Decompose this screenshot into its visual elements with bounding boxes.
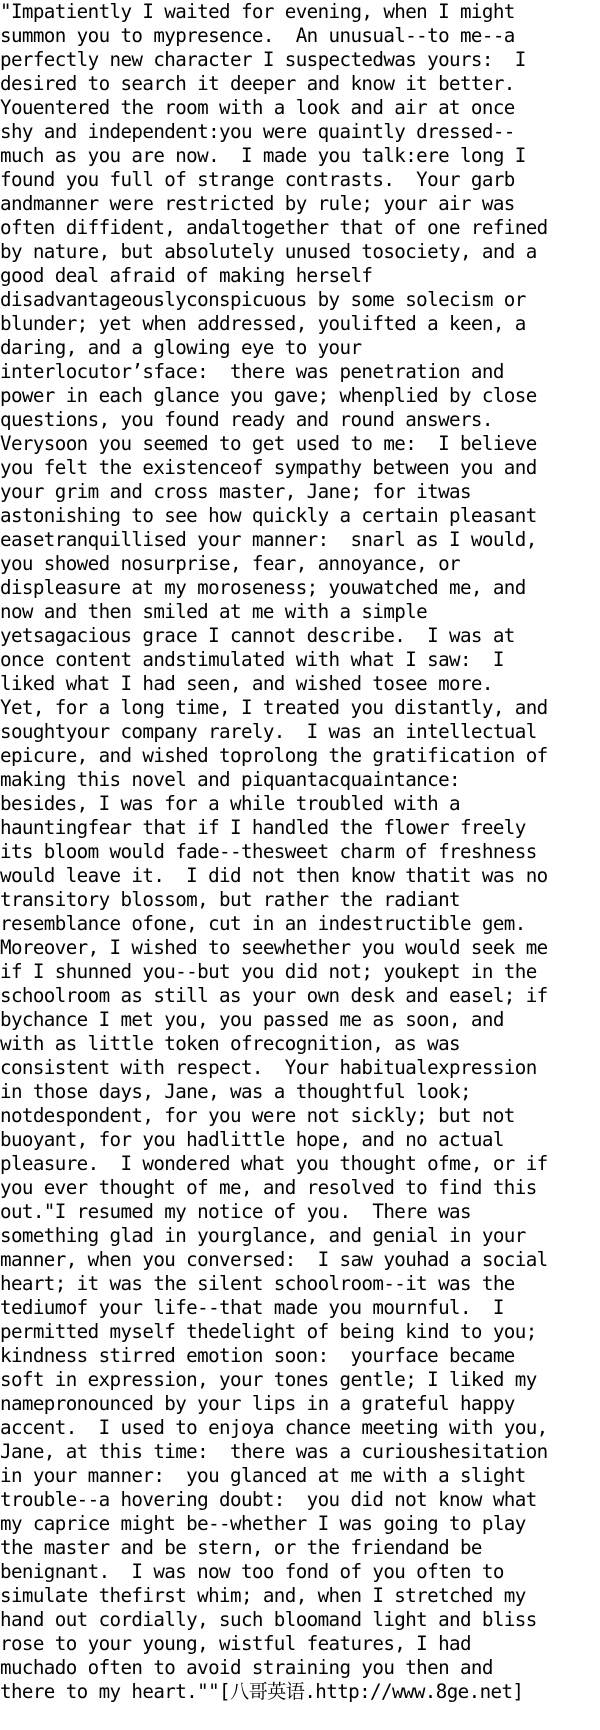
text-line: my caprice might be--whether I was going to play (0, 1512, 526, 1535)
text-line: summon you to mypresence. An unusual--to me--a (0, 24, 515, 47)
text-line: perfectly new character I suspectedwas yours: I (0, 48, 526, 71)
text-line: epicure, and wished toprolong the gratification of (0, 744, 548, 767)
text-line: simulate thefirst whim; and, when I stretched my (0, 1584, 526, 1607)
text-line: power in each glance you gave; whenplied by close (0, 384, 537, 407)
text-line: heart; it was the silent schoolroom--it was the (0, 1272, 515, 1295)
text-line: astonishing to see how quickly a certain pleasant (0, 504, 537, 527)
text-line: andmanner were restricted by rule; your air was (0, 192, 515, 215)
text-line: in those days, Jane, was a thoughtful look; (0, 1080, 471, 1103)
text-line: good deal afraid of making herself (0, 264, 373, 287)
text-line: soft in expression, your tones gentle; I liked my (0, 1368, 537, 1391)
text-line: by nature, but absolutely unused tosociety, and a (0, 240, 537, 263)
text-line: Verysoon you seemed to get used to me: I believe (0, 432, 537, 455)
text-line: namepronounced by your lips in a grateful happy (0, 1392, 515, 1415)
text-line: accent. I used to enjoya chance meeting with you, (0, 1416, 548, 1439)
text-line: Jane, at this time: there was a curioushesitation (0, 1440, 548, 1463)
text-line: if I shunned you--but you did not; youkept in the (0, 960, 537, 983)
text-line: desired to search it deeper and know it better. (0, 72, 515, 95)
text-line: daring, and a glowing eye to your (0, 336, 362, 359)
text-line: once content andstimulated with what I saw: I (0, 648, 504, 671)
text-line: liked what I had seen, and wished tosee more. (0, 672, 493, 695)
text-line: Yet, for a long time, I treated you distantly, and (0, 696, 548, 719)
text-line: now and then smiled at me with a simple (0, 600, 428, 623)
text-line: its bloom would fade--thesweet charm of freshness (0, 840, 537, 863)
text-line: there to my heart.""[八哥英语.http://www.8ge.net] (0, 1680, 524, 1703)
text-line: "Impatiently I waited for evening, when I might (0, 0, 515, 23)
text-line: out."I resumed my notice of you. There was (0, 1200, 471, 1223)
text-line: found you full of strange contrasts. Your garb (0, 168, 515, 191)
text-line: shy and independent:you were quaintly dressed-- (0, 120, 515, 143)
text-line: rose to your young, wistful features, I had (0, 1632, 471, 1655)
text-line: you felt the existenceof sympathy between you and (0, 456, 537, 479)
text-line: much as you are now. I made you talk:ere long I (0, 144, 526, 167)
text-line: in your manner: you glanced at me with a slight (0, 1464, 526, 1487)
text-line: consistent with respect. Your habitualexpression (0, 1056, 537, 1079)
text-line: hand out cordially, such bloomand light and bliss (0, 1608, 537, 1631)
text-line: often diffident, andaltogether that of one refined (0, 216, 548, 239)
text-line: you ever thought of me, and resolved to find this (0, 1176, 537, 1199)
text-line: soughtyour company rarely. I was an intellectual (0, 720, 537, 743)
text-line: the master and be stern, or the friendand be (0, 1536, 482, 1559)
text-line: easetranquillised your manner: snarl as I would, (0, 528, 537, 551)
text-line: kindness stirred emotion soon: yourface became (0, 1344, 515, 1367)
text-line: tediumof your life--that made you mournful. I (0, 1296, 504, 1319)
text-line: manner, when you conversed: I saw youhad a social (0, 1248, 548, 1271)
text-line: trouble--a hovering doubt: you did not know what (0, 1488, 537, 1511)
text-line: displeasure at my moroseness; youwatched me, and (0, 576, 526, 599)
text-line: blunder; yet when addressed, youlifted a keen, a (0, 312, 526, 335)
text-line: Youentered the room with a look and air at once (0, 96, 515, 119)
text-line: pleasure. I wondered what you thought ofme, or if (0, 1152, 548, 1175)
text-line: buoyant, for you hadlittle hope, and no actual (0, 1128, 504, 1151)
text-line: benignant. I was now too fond of you often to (0, 1560, 504, 1583)
text-line: questions, you found ready and round answers. (0, 408, 493, 431)
text-line: hauntingfear that if I handled the flower freely (0, 816, 526, 839)
text-line: disadvantageouslyconspicuous by some solecism or (0, 288, 526, 311)
text-line: your grim and cross master, Jane; for itwas (0, 480, 471, 503)
text-line: would leave it. I did not then know thatit was no (0, 864, 548, 887)
text-line: schoolroom as still as your own desk and easel; if (0, 984, 548, 1007)
text-line: making this novel and piquantacquaintance: (0, 768, 460, 791)
text-line: notdespondent, for you were not sickly; but not (0, 1104, 515, 1127)
text-line: transitory blossom, but rather the radiant (0, 888, 460, 911)
text-line: you showed nosurprise, fear, annoyance, or (0, 552, 460, 575)
text-line: with as little token ofrecognition, as was (0, 1032, 460, 1055)
text-line: besides, I was for a while troubled with a (0, 792, 460, 815)
text-line: Moreover, I wished to seewhether you would seek me (0, 936, 548, 959)
text-line: resemblance ofone, cut in an indestructible gem. (0, 912, 526, 935)
text-line: something glad in yourglance, and genial in your (0, 1224, 526, 1247)
text-line: muchado often to avoid straining you then and (0, 1656, 493, 1679)
text-line: bychance I met you, you passed me as soon, and (0, 1008, 504, 1031)
text-line: yetsagacious grace I cannot describe. I was at (0, 624, 515, 647)
text-line: interlocutor’sface: there was penetration and (0, 360, 504, 383)
text-line: permitted myself thedelight of being kind to you; (0, 1320, 537, 1343)
